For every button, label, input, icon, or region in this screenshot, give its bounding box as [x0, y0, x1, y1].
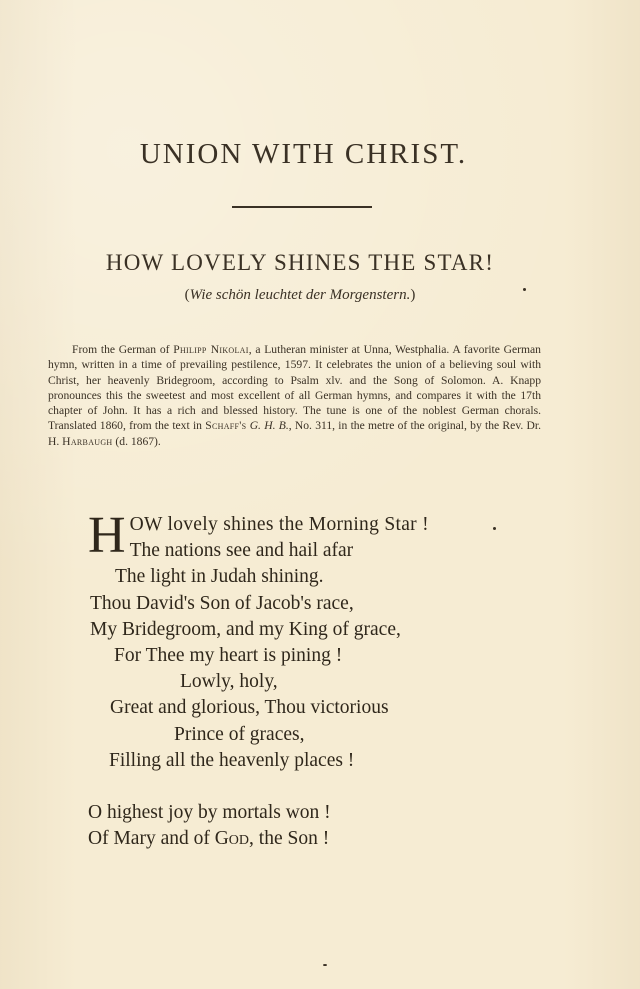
subtitle-close-paren: )	[410, 287, 416, 303]
note-author: Philipp Nikolai	[173, 343, 249, 356]
verse-line	[88, 826, 548, 852]
verse-line: Filling all the heavenly places !	[109, 749, 355, 771]
verse-line: Thou David's Son of Jacob's race,	[90, 592, 354, 614]
note-ghb: G. H. B.	[249, 419, 289, 433]
verse-line: Prince of graces,	[174, 723, 305, 745]
section-title: UNION WITH CHRIST.	[139, 138, 468, 170]
verse-line: The light in Judah shining.	[115, 566, 324, 588]
hymn-title: HOW LOVELY SHINES THE STAR!	[105, 250, 495, 275]
editorial-note	[48, 342, 541, 449]
verse-line: Lowly, holy,	[180, 671, 278, 693]
subtitle-german-title: Wie schön leuchtet der Morgenstern.	[189, 287, 411, 303]
stanza-2	[88, 800, 548, 852]
subtitle-open-paren: (	[184, 287, 190, 303]
verse-line: The nations see and hail afar	[129, 540, 354, 562]
verse-line: Great and glorious, Thou victorious	[110, 697, 389, 719]
verse-line-part: Of Mary and of	[88, 828, 215, 850]
stray-mark	[323, 964, 327, 966]
verse-line-god: God	[214, 828, 250, 850]
note-part-3: , No. 311, in the metre of the original, by the Rev. Dr. H.	[48, 419, 541, 448]
verse-line: O highest joy by mortals won !	[88, 802, 331, 823]
hymn-subtitle	[0, 287, 600, 304]
note-schaff: Schaff's	[205, 419, 247, 433]
verse-line: OW lovely shines the Morning Star !	[129, 514, 429, 535]
verse-line: For Thee my heart is pining !	[114, 645, 343, 667]
stray-mark	[493, 527, 496, 530]
note-part-1: From the German of	[72, 343, 174, 356]
stray-mark	[523, 288, 526, 291]
title-rule	[232, 206, 372, 208]
note-part-4: (d. 1867).	[112, 434, 161, 448]
drop-cap: H	[88, 507, 126, 564]
stanza-1	[88, 507, 548, 774]
verse-line-part: , the Son !	[249, 828, 330, 850]
note-harbaugh: Harbaugh	[62, 434, 113, 448]
note-part-2: , a Lutheran minister at Unna, Westphalia. A favorite German hymn, written in a time of prevailing pestilence, 1597. It celebrates the union of a believing soul with Christ, her heavenly Bridegroom, according to Psalm xlv. and the Song of Solomon. A. Knapp pronounces this the sweetest and most excellent of all German hymns, and compares it with the 17th chapter of John. It has a rich and blessed history. The tune is one of the noblest German chorals. Translated 1860, from the text in	[48, 343, 541, 433]
verse-line: My Bridegroom, and my King of grace,	[90, 618, 401, 640]
